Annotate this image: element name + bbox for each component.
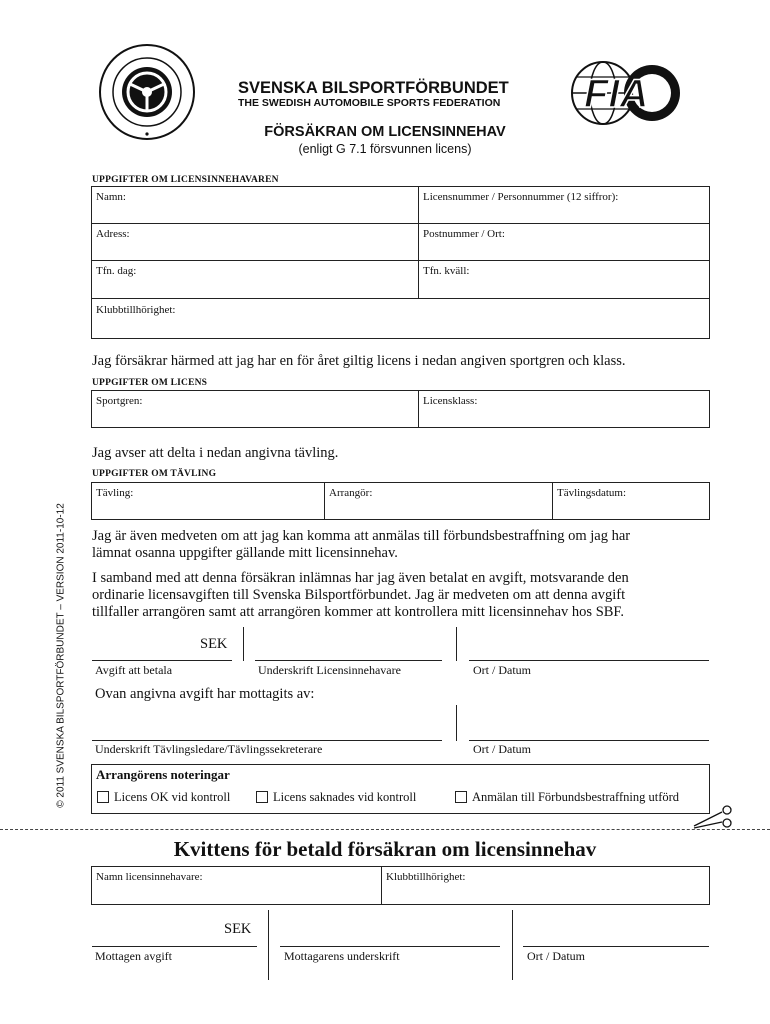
holder-signature-field[interactable] bbox=[255, 630, 442, 660]
declaration-line: I samband med att denna försäkran inlämnas har jag även betalat en avgift, motsvarande den bbox=[92, 570, 629, 586]
checkbox[interactable] bbox=[97, 791, 109, 803]
declaration-para-1 bbox=[92, 528, 630, 562]
declaration-para-2 bbox=[92, 570, 629, 621]
receipt-holder-name-field[interactable] bbox=[92, 867, 380, 904]
sport-label: Sportgren: bbox=[96, 395, 143, 407]
organizer-field[interactable] bbox=[325, 483, 551, 519]
phone-evening-label: Tfn. kväll: bbox=[423, 265, 470, 277]
receipt-place-date-label: Ort / Datum bbox=[527, 949, 585, 963]
declaration-line: Jag är även medveten om att jag kan komma att anmälas till förbundsbestraffning om jag har bbox=[92, 528, 631, 544]
event-date-field[interactable] bbox=[553, 483, 709, 519]
declaration-line: tillfaller arrangören samt att arrangören kommer att kontrollera mitt licensinnehav hos SBF. bbox=[92, 604, 624, 620]
check-label: Licens OK vid kontroll bbox=[114, 790, 231, 804]
license-number-label: Licensnummer / Personnummer (12 siffror): bbox=[423, 191, 619, 203]
license-number-field[interactable] bbox=[419, 187, 709, 222]
phone-evening-field[interactable] bbox=[419, 261, 709, 297]
competition-statement: Jag avser att delta i nedan angivna tävling. bbox=[92, 445, 339, 461]
fia-logo bbox=[570, 55, 682, 131]
organizer-label: Arrangör: bbox=[329, 487, 373, 499]
receipt-club-label: Klubbtillhörighet: bbox=[386, 871, 466, 883]
check-label: Licens saknades vid kontroll bbox=[273, 790, 417, 804]
side-copyright: © 2011 SVENSKA BILSPORTFÖRBUNDET – VERSION 2011-10-12 bbox=[55, 503, 67, 808]
place-date-label-2: Ort / Datum bbox=[473, 742, 531, 756]
official-signature-label: Underskrift Tävlingsledare/Tävlingssekreterare bbox=[95, 742, 323, 756]
currency-sek: SEK bbox=[200, 636, 228, 652]
receiver-signature-label: Mottagarens underskrift bbox=[284, 949, 400, 963]
checkbox[interactable] bbox=[256, 791, 268, 803]
form-subtitle: (enligt G 7.1 försvunnen licens) bbox=[298, 142, 472, 156]
phone-day-label: Tfn. dag: bbox=[96, 265, 137, 277]
receiver-signature-field[interactable] bbox=[280, 917, 500, 947]
check-label: Anmälan till Förbundsbestraffning utförd bbox=[472, 790, 680, 804]
organizer-notes-heading: Arrangörens noteringar bbox=[96, 767, 230, 782]
official-signature-field[interactable] bbox=[92, 710, 442, 740]
place-date-field-2[interactable] bbox=[469, 710, 709, 740]
declaration-line: ordinarie licensavgiften till Svenska Bilsportförbundet. Jag är medveten om att denna avgift bbox=[92, 587, 626, 603]
scissors-icon bbox=[690, 805, 734, 831]
name-label: Namn: bbox=[96, 191, 126, 203]
cut-line bbox=[0, 829, 770, 830]
name-field[interactable] bbox=[92, 187, 417, 222]
receipt-currency-sek: SEK bbox=[224, 921, 252, 937]
place-date-label: Ort / Datum bbox=[473, 663, 531, 677]
address-label: Adress: bbox=[96, 228, 130, 240]
event-label: Tävling: bbox=[96, 487, 134, 499]
event-field[interactable] bbox=[92, 483, 323, 519]
fee-label: Avgift att betala bbox=[95, 663, 173, 677]
place-date-field[interactable] bbox=[469, 630, 709, 660]
license-class-label: Licensklass: bbox=[423, 395, 478, 407]
holder-heading: UPPGIFTER OM LICENSINNEHAVAREN bbox=[92, 175, 279, 185]
sport-field[interactable] bbox=[92, 391, 417, 427]
checkbox[interactable] bbox=[455, 791, 467, 803]
receipt-title: Kvittens för betald försäkran om licensinnehav bbox=[173, 837, 597, 861]
check-penalty-report[interactable] bbox=[455, 790, 679, 805]
received-statement: Ovan angivna avgift har mottagits av: bbox=[95, 686, 315, 702]
license-class-field[interactable] bbox=[419, 391, 709, 427]
check-license-missing[interactable] bbox=[256, 790, 416, 805]
holder-signature-label: Underskrift Licensinnehavare bbox=[258, 663, 401, 677]
license-heading: UPPGIFTER OM LICENS bbox=[92, 378, 208, 388]
phone-day-field[interactable] bbox=[92, 261, 417, 297]
received-fee-label: Mottagen avgift bbox=[95, 949, 172, 963]
postal-field[interactable] bbox=[419, 224, 709, 259]
receipt-holder-name-label: Namn licensinnehavare: bbox=[96, 871, 203, 883]
org-name-english: THE SWEDISH AUTOMOBILE SPORTS FEDERATION bbox=[238, 97, 501, 109]
event-date-label: Tävlingsdatum: bbox=[557, 487, 627, 499]
receipt-club-field[interactable] bbox=[382, 867, 709, 904]
license-statement: Jag försäkrar härmed att jag har en för året giltig licens i nedan angiven sportgren och klass. bbox=[92, 353, 626, 369]
fia-logo-text: FIA bbox=[584, 72, 649, 116]
address-field[interactable] bbox=[92, 224, 417, 259]
competition-heading: UPPGIFTER OM TÄVLING bbox=[92, 469, 217, 479]
club-field[interactable] bbox=[92, 299, 709, 338]
club-label: Klubbtillhörighet: bbox=[96, 304, 176, 316]
postal-label: Postnummer / Ort: bbox=[423, 228, 505, 240]
check-license-ok[interactable] bbox=[97, 790, 230, 805]
declaration-line: lämnat osanna uppgifter gällande mitt licensinnehav. bbox=[92, 545, 398, 561]
receipt-place-date-field[interactable] bbox=[523, 917, 709, 947]
org-name: SVENSKA BILSPORTFÖRBUNDET bbox=[238, 79, 509, 97]
form-title: FÖRSÄKRAN OM LICENSINNEHAV bbox=[264, 124, 506, 140]
